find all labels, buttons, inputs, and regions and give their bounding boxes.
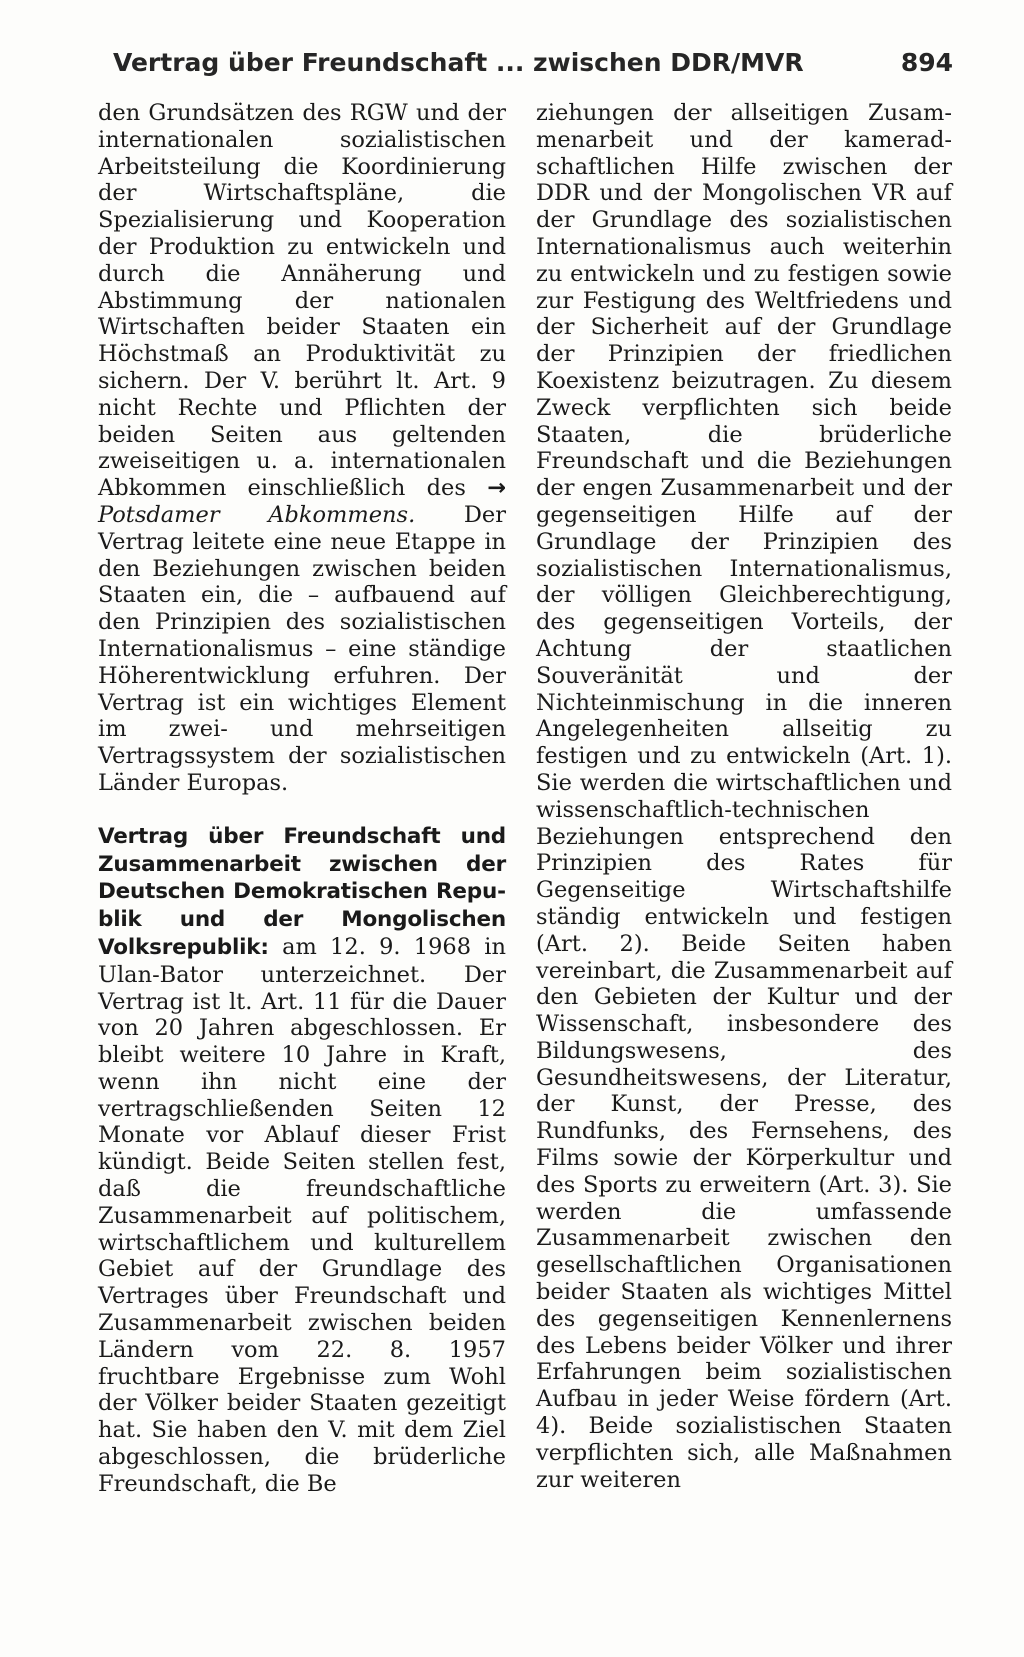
continuation-text-before-xref: den Grundsätzen des RGW und der internationalen sozialistischen Arbeitsteilung die Koordinierung der Wirtschaftspläne, die Spezialisierung und Kooperation der Produktion zu entwickeln und durch die Annäherung und Abstimmung der nationalen Wirtschaften beider Staaten ein Höchstmaß an Produktivität zu sichern. Der V. berührt lt. Art. 9 nicht Rechte und Pflichten der beiden Seiten aus geltenden zweiseitigen u. a. internationalen Abkommen einschließlich des bbox=[98, 100, 506, 502]
running-head-title: Vertrag über Freundschaft ... zwischen DDR/MVR bbox=[113, 48, 804, 77]
continuation-paragraph bbox=[98, 100, 506, 797]
continuation-text-after-xref: Der Vertrag leitete eine neue Etappe in den Beziehungen zwischen beiden Staaten ein, die – aufbauend auf den Prinzipien des sozialistischen Internationalismus – eine ständige Höherentwicklung erfuhren. Der Vertrag ist ein wichtiges Element im zwei- und mehrseitigen Vertragssystem der sozialistischen Länder Europas. bbox=[98, 501, 506, 796]
entry-text-part-2: ziehungen der allseitigen Zusammenarbeit und der kameradschaftlichen Hilfe zwischen der DDR und der Mongolischen VR auf der Grundlage des sozialistischen Internationalismus auch weiterhin zu entwickeln und zu festigen sowie zur Festigung des Weltfriedens und der Sicherheit auf der Grundlage der Prinzipien der friedlichen Koexistenz beizutragen. Zu diesem Zweck verpflichten sich beide Staaten, die brüderliche Freundschaft und die Beziehungen der engen Zusammenarbeit und der gegenseitigen Hilfe auf der Grundlage der Prinzipien des sozialistischen Internationalismus, der völligen Gleichberechtigung, des gegenseitigen Vorteils, der Achtung der staatlichen Souveränität und der Nichteinmischung in die inneren Angelegenheiten allseitig zu festigen und zu entwickeln (Art. 1). Sie werden die wirtschaftlichen und wissenschaftlich-technischen Beziehungen entsprechend den Prinzipien des Rates für Gegenseitige Wirtschaftshilfe ständig entwickeln und festigen (Art. 2). Beide Seiten haben vereinbart, die Zusammenarbeit auf den Gebieten der Kultur und der Wissenschaft, insbesondere des Bildungswesens, des Gesundheitswesens, der Literatur, der Kunst, der Presse, des Rundfunks, des Fernsehens, des Films sowie der Körperkultur und des Sports zu erweitern (Art. 3). Sie werden die umfassende Zusammenarbeit zwischen den gesellschaftlichen Organisationen beider Staaten als wichtiges Mittel des gegenseitigen Kennenlernens des Lebens beider Völker und ihrer Erfahrungen beim sozialistischen Aufbau in jeder Weise fördern (Art. 4). Beide sozialistischen Staaten verpflichten sich, alle Maßnahmen zur weiteren bbox=[536, 100, 952, 1493]
cross-reference-arrow-icon: → bbox=[487, 475, 506, 502]
dictionary-entry bbox=[98, 823, 506, 1498]
running-head bbox=[113, 48, 953, 88]
right-column bbox=[536, 100, 952, 1493]
entry-text-part-1: am 12. 9. 1968 in Ulan-Bator unterzeichnet. Der Vertrag ist lt. Art. 11 für die Dauer von 20 Jahren abgeschlossen. Er bleibt weitere 10 Jahre in Kraft, wenn ihn nicht eine der vertragschließenden Seiten 12 Monate vor Ablauf dieser Frist kündigt. Beide Seiten stellen fest, daß die freundschaftliche Zusammenarbeit auf politischem, wirtschaftlichem und kulturellem Gebiet auf der Grundlage des Vertrages über Freundschaft und Zusammenarbeit zwischen beiden Ländern vom 22. 8. 1957 fruchtbare Ergebnisse zum Wohl der Völker beider Staaten gezeitigt hat. Sie haben den V. mit dem Ziel abgeschlossen, die brüderliche Freundschaft, die Be bbox=[98, 933, 506, 1497]
cross-reference-link[interactable]: Potsdamer Abkommens. bbox=[98, 501, 416, 528]
left-column bbox=[98, 100, 506, 1498]
entry-headword: Vertrag über Freundschaft und Zusammenarbeit zwischen der Deutschen Demokratischen Republik und der Mongolischen Volksrepublik: bbox=[98, 823, 506, 960]
page-number: 894 bbox=[900, 48, 953, 77]
